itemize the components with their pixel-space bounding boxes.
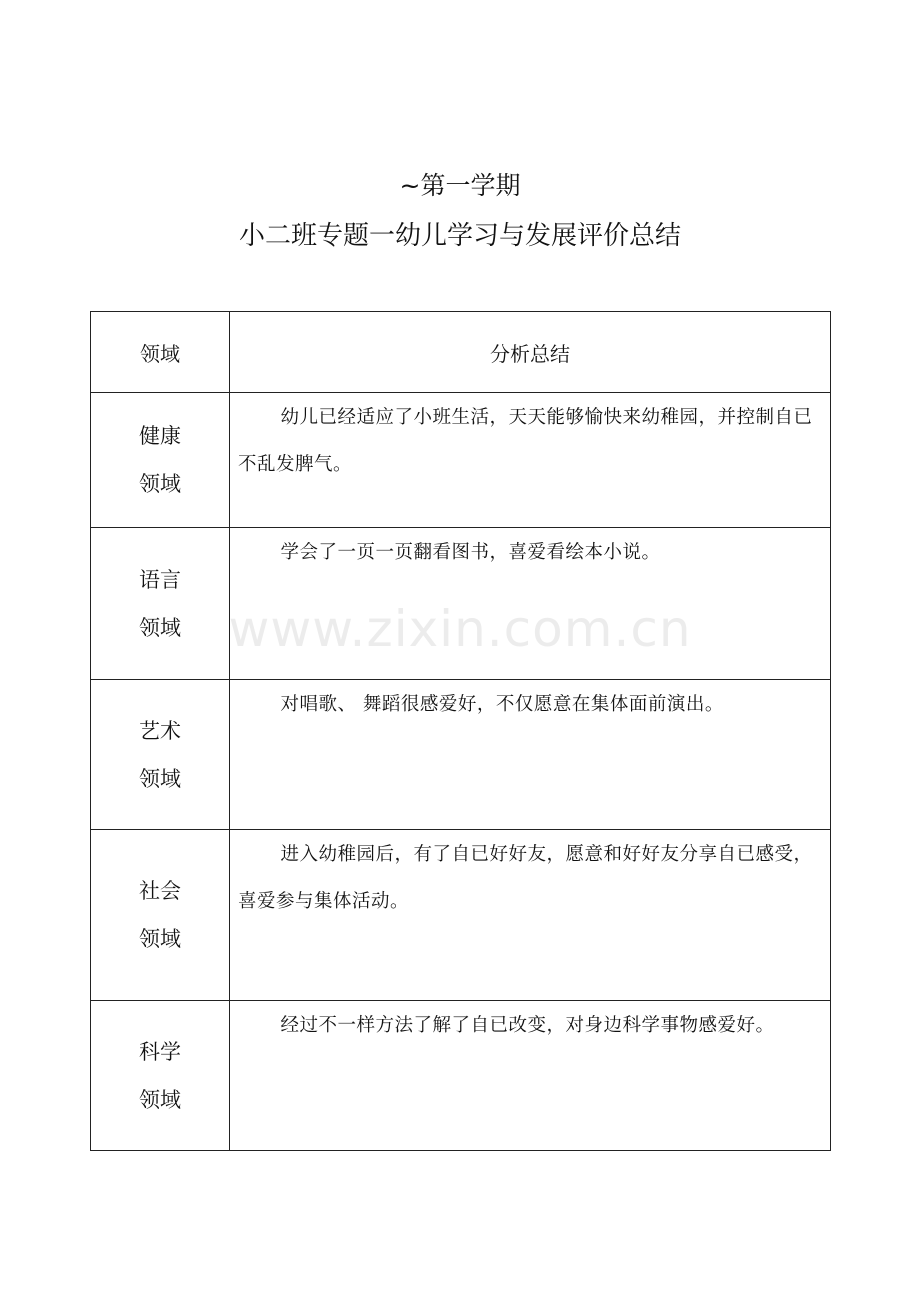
page-title-semester: ~第一学期 (399, 171, 521, 200)
domain-label-line2: 领域 (139, 766, 181, 791)
table-row (91, 528, 831, 680)
column-header-summary: 分析总结 (230, 312, 831, 393)
summary-cell-social: 进入幼稚园后，有了自已好好友，愿意和好好友分享自已感受，喜爱参与集体活动。 (230, 830, 831, 1001)
table-row (91, 1001, 831, 1151)
summary-cell-health: 幼儿已经适应了小班生活，天天能够愉快来幼稚园，并控制自已不乱发脾气。 (230, 393, 831, 528)
domain-label-line1: 科学 (139, 1039, 181, 1064)
domain-cell-science (91, 1001, 230, 1151)
evaluation-table (90, 311, 831, 1151)
domain-label-line1: 社会 (139, 879, 181, 903)
domain-cell-health (91, 393, 230, 528)
domain-label-line2: 领域 (139, 927, 181, 951)
table-row (91, 680, 831, 830)
domain-cell-language (91, 528, 230, 680)
domain-label-line2: 领域 (139, 472, 181, 496)
summary-cell-science: 经过不一样方法了解了自已改变，对身边科学事物感爱好。 (230, 1001, 831, 1151)
domain-label-line1: 健康 (139, 424, 181, 448)
summary-cell-art: 对唱歌、 舞蹈很感爱好，不仅愿意在集体面前演出。 (230, 680, 831, 830)
table-header-row (91, 312, 831, 393)
domain-cell-art (91, 680, 230, 830)
column-header-domain: 领域 (91, 312, 230, 393)
summary-cell-language: 学会了一页一页翻看图书，喜爱看绘本小说。 (230, 528, 831, 680)
domain-label-line1: 艺术 (139, 718, 181, 743)
page-title-main: 小二班专题一幼儿学习与发展评价总结 (238, 221, 681, 251)
watermark: www.zixin.com.cn (228, 600, 692, 658)
table-row (91, 830, 831, 1001)
domain-cell-social (91, 830, 230, 1001)
domain-label-line2: 领域 (139, 615, 181, 640)
table-row (91, 393, 831, 528)
domain-label-line2: 领域 (139, 1087, 181, 1112)
domain-label-line1: 语言 (139, 567, 181, 592)
